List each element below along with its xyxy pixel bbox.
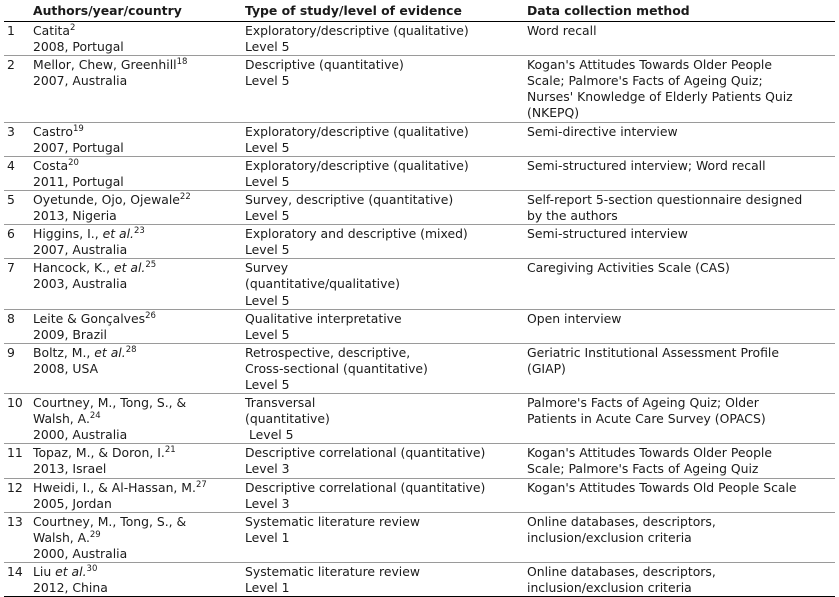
table-row (4, 156, 835, 190)
study-type-cell (245, 190, 527, 224)
study-type-line: Transversal (245, 395, 316, 411)
authors-cell (33, 394, 245, 444)
data-collection-line: by the authors (527, 208, 618, 224)
authors-cell (33, 563, 245, 597)
row-number: 7 (7, 260, 15, 276)
reference-number: 29 (89, 529, 101, 540)
et-al-suffix: et al. (55, 564, 87, 579)
study-type-cell (245, 394, 527, 444)
data-collection-cell (527, 56, 835, 122)
header-number (4, 3, 33, 22)
row-number: 5 (7, 191, 15, 207)
row-number: 3 (7, 123, 15, 139)
author-line (33, 480, 245, 496)
data-collection-line: inclusion/exclusion criteria (527, 580, 692, 596)
data-collection-line: Semi-structured interview; Word recall (527, 157, 766, 173)
authors-cell (33, 22, 245, 56)
row-number: 11 (7, 445, 23, 461)
table-header-row (4, 3, 835, 22)
data-collection-cell (527, 394, 835, 444)
year-country: 2000, Australia (33, 545, 128, 561)
author-line (33, 192, 245, 208)
author-line (33, 445, 245, 461)
data-collection-line: Online databases, descriptors, (527, 513, 716, 529)
year-country: 2011, Portugal (33, 173, 124, 189)
year-country: 2003, Australia (33, 276, 128, 292)
data-collection-line: inclusion/exclusion criteria (527, 529, 692, 545)
table-row (4, 512, 835, 562)
data-collection-line: (NKEPQ) (527, 105, 580, 121)
author-name: Oyetunde, Ojo, Ojewale (33, 191, 180, 207)
reference-number: 20 (68, 157, 79, 168)
reference-number: 18 (176, 57, 188, 68)
study-type-line: Level 5 (245, 427, 294, 443)
authors-cell (33, 343, 245, 393)
reference-number: 28 (125, 344, 137, 355)
row-number: 6 (7, 226, 15, 242)
table-row (4, 309, 835, 343)
data-collection-cell (527, 444, 835, 478)
authors-cell (33, 56, 245, 122)
data-collection-line: Online databases, descriptors, (527, 564, 716, 579)
author-line (33, 345, 245, 361)
author-line (33, 530, 245, 546)
author-name: Liu (33, 564, 56, 579)
data-collection-cell (527, 563, 835, 597)
data-collection-line: Semi-structured interview (527, 226, 688, 242)
author-line (33, 124, 245, 140)
study-type-line: Qualitative interpretative (245, 310, 402, 326)
reference-number: 19 (72, 123, 84, 134)
author-line (33, 311, 245, 327)
row-number: 14 (7, 564, 23, 579)
row-number: 12 (7, 479, 23, 495)
data-collection-line: Palmore's Facts of Ageing Quiz; Older (527, 395, 759, 411)
data-collection-line: Scale; Palmore's Facts of Ageing Quiz (527, 461, 759, 477)
year-country: 2000, Australia (33, 427, 128, 443)
table-row (4, 56, 835, 122)
table-row (4, 259, 835, 309)
authors-cell (33, 512, 245, 562)
data-collection-line: Self-report 5-section questionnaire designed (527, 191, 803, 207)
study-type-line: Level 5 (245, 376, 290, 392)
study-type-line: Systematic literature review (245, 513, 420, 529)
header-type: Type of study/level of evidence (245, 3, 462, 18)
data-collection-cell (527, 225, 835, 259)
data-collection-line: Geriatric Institutional Assessment Profile (527, 344, 779, 360)
author-name: Hancock, K., (33, 260, 114, 276)
study-type-line: Exploratory/descriptive (qualitative) (245, 123, 469, 139)
study-type-line: Exploratory/descriptive (qualitative) (245, 23, 469, 38)
data-collection-cell (527, 309, 835, 343)
author-name: Topaz, M., & Doron, I. (33, 445, 165, 461)
data-collection-cell (527, 512, 835, 562)
data-collection-line: (GIAP) (527, 360, 566, 376)
year-country: 2013, Nigeria (33, 208, 117, 224)
author-name: Courtney, M., Tong, S., & (33, 513, 187, 529)
study-type-line: Level 5 (245, 292, 290, 308)
study-type-line: Level 5 (245, 208, 290, 224)
data-collection-line: Kogan's Attitudes Towards Older People (527, 57, 772, 73)
author-line (33, 564, 245, 580)
table-row (4, 478, 835, 512)
study-type-line: Level 1 (245, 580, 290, 596)
data-collection-cell (527, 156, 835, 190)
study-type-cell (245, 56, 527, 122)
study-type-cell (245, 122, 527, 156)
author-line (33, 23, 245, 39)
data-collection-line: Kogan's Attitudes Towards Old People Scale (527, 479, 797, 495)
data-collection-line: Nurses' Knowledge of Elderly Patients Quiz (527, 89, 793, 105)
reference-number: 24 (89, 411, 101, 422)
study-type-line: Survey (245, 260, 289, 276)
year-country: 2008, Portugal (33, 39, 124, 55)
table-row (4, 190, 835, 224)
study-type-cell (245, 259, 527, 309)
study-type-line: Descriptive (quantitative) (245, 57, 404, 73)
reference-number: 27 (195, 479, 207, 490)
row-number: 8 (7, 310, 15, 326)
study-type-line: Level 5 (245, 326, 290, 342)
author-line (33, 226, 245, 242)
authors-cell (33, 122, 245, 156)
reference-number: 22 (179, 191, 191, 202)
study-type-line: Retrospective, descriptive, (245, 344, 411, 360)
author-name: Leite & Gonçalves (33, 310, 146, 326)
study-type-cell (245, 478, 527, 512)
study-type-cell (245, 343, 527, 393)
author-line (33, 411, 245, 427)
study-type-cell (245, 156, 527, 190)
year-country: 2009, Brazil (33, 326, 107, 342)
study-type-cell (245, 444, 527, 478)
study-type-line: Level 5 (245, 139, 290, 155)
data-collection-line: Open interview (527, 310, 622, 326)
author-line (33, 158, 245, 174)
data-collection-cell (527, 478, 835, 512)
study-type-line: Level 1 (245, 529, 290, 545)
year-country: 2008, USA (33, 360, 99, 376)
study-type-line: Level 3 (245, 495, 290, 511)
data-collection-line: Patients in Acute Care Survey (OPACS) (527, 411, 766, 427)
author-name-continued: Walsh, A. (33, 411, 90, 427)
authors-cell (33, 190, 245, 224)
table-row (4, 343, 835, 393)
reference-number: 25 (145, 260, 157, 271)
study-type-line: Exploratory and descriptive (mixed) (245, 226, 468, 242)
et-al-suffix: et al. (113, 260, 146, 276)
study-type-line: Cross-sectional (quantitative) (245, 360, 428, 376)
author-name: Costa (33, 157, 69, 173)
reference-number: 30 (86, 564, 98, 574)
study-type-line: Descriptive correlational (quantitative) (245, 445, 486, 461)
table-row (4, 394, 835, 444)
row-number: 1 (7, 23, 15, 38)
year-country: 2007, Australia (33, 73, 128, 89)
author-name: Hweidi, I., & Al-Hassan, M. (33, 479, 196, 495)
row-number: 2 (7, 57, 15, 73)
study-type-cell (245, 309, 527, 343)
table-row (4, 563, 835, 597)
author-name: Courtney, M., Tong, S., & (33, 395, 187, 411)
year-country: 2007, Australia (33, 242, 128, 258)
table-row (4, 122, 835, 156)
study-type-line: Descriptive correlational (quantitative) (245, 479, 486, 495)
authors-cell (33, 225, 245, 259)
et-al-suffix: et al. (102, 226, 134, 242)
year-country: 2012, China (33, 580, 108, 596)
study-type-line: Level 5 (245, 242, 290, 258)
author-name: Higgins, I., (33, 226, 103, 242)
study-type-cell (245, 512, 527, 562)
reference-number: 26 (145, 310, 156, 321)
header-data-collection: Data collection method (527, 3, 690, 18)
table-row (4, 22, 835, 56)
author-line (33, 514, 245, 530)
authors-cell (33, 156, 245, 190)
reference-number: 2 (70, 23, 76, 33)
data-collection-line: Semi-directive interview (527, 123, 678, 139)
data-collection-cell (527, 259, 835, 309)
row-number: 10 (7, 395, 23, 411)
study-type-cell (245, 225, 527, 259)
authors-cell (33, 309, 245, 343)
year-country: 2007, Portugal (33, 139, 124, 155)
author-line (33, 57, 245, 73)
author-line (33, 260, 245, 276)
table-body (4, 22, 835, 597)
data-collection-line: Caregiving Activities Scale (CAS) (527, 260, 730, 276)
row-number: 9 (7, 344, 15, 360)
row-number: 4 (7, 157, 15, 173)
study-type-line: Systematic literature review (245, 564, 420, 579)
data-collection-line: Scale; Palmore's Facts of Ageing Quiz; (527, 73, 763, 89)
authors-cell (33, 259, 245, 309)
author-name: Boltz, M., (33, 344, 95, 360)
study-type-line: (quantitative/qualitative) (245, 276, 400, 292)
header-authors: Authors/year/country (33, 3, 182, 18)
study-type-cell (245, 563, 527, 597)
study-type-cell (245, 22, 527, 56)
study-type-line: Level 3 (245, 461, 290, 477)
et-al-suffix: et al. (94, 344, 126, 360)
data-collection-cell (527, 190, 835, 224)
study-type-line: Exploratory/descriptive (qualitative) (245, 157, 469, 173)
authors-cell (33, 444, 245, 478)
authors-cell (33, 478, 245, 512)
table-row (4, 444, 835, 478)
study-type-line: Level 5 (245, 39, 290, 55)
study-type-line: Level 5 (245, 173, 290, 189)
data-collection-cell (527, 343, 835, 393)
author-line (33, 395, 245, 411)
data-collection-line: Word recall (527, 23, 597, 38)
study-type-line: (quantitative) (245, 411, 330, 427)
table-row (4, 225, 835, 259)
author-name-continued: Walsh, A. (33, 529, 90, 545)
row-number: 13 (7, 513, 23, 529)
year-country: 2013, Israel (33, 461, 107, 477)
data-collection-cell (527, 122, 835, 156)
study-type-line: Level 5 (245, 73, 290, 89)
studies-table (4, 3, 835, 597)
study-type-line: Survey, descriptive (quantitative) (245, 191, 454, 207)
reference-number: 21 (164, 445, 176, 456)
reference-number: 23 (134, 226, 145, 237)
author-name: Mellor, Chew, Greenhill (33, 57, 177, 73)
year-country: 2005, Jordan (33, 495, 112, 511)
data-collection-line: Kogan's Attitudes Towards Older People (527, 445, 772, 461)
data-collection-cell (527, 22, 835, 56)
author-name: Castro (33, 123, 73, 139)
author-name: Catita (33, 23, 70, 38)
